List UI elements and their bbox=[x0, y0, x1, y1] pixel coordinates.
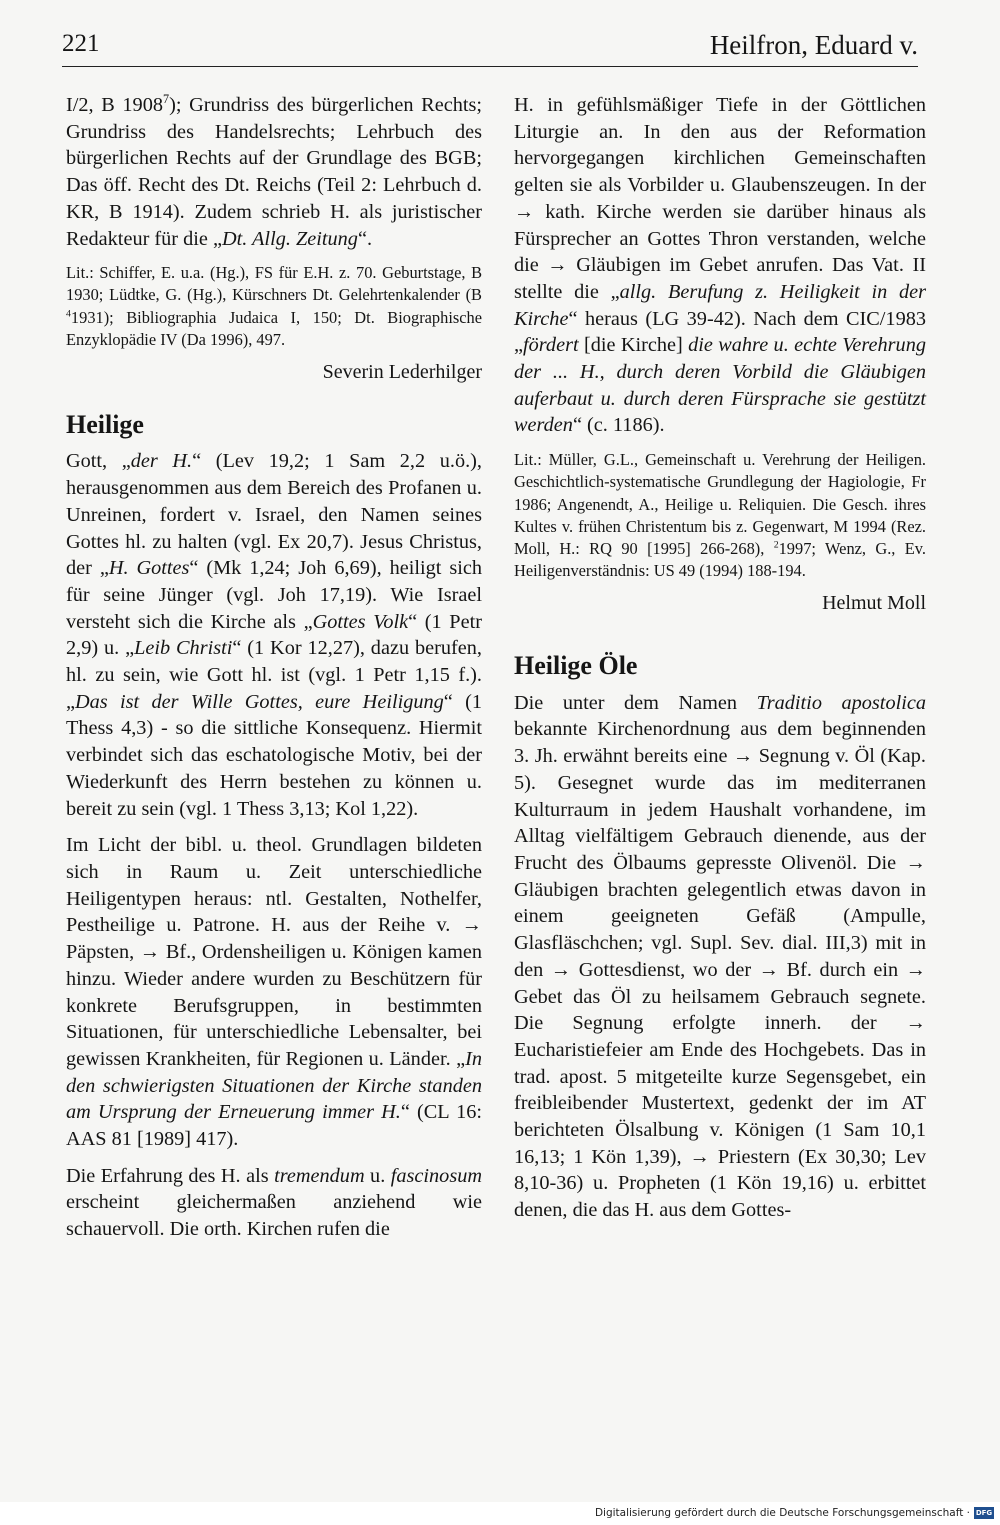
article-author: Severin Lederhilger bbox=[322, 361, 482, 384]
paragraph: Gott, „der H.“ (Lev 19,2; 1 Sam 2,2 u.ö.), herausgenommen aus dem Bereich des Profanen u. Unreinen, fordert v. Israel, den Namen seines Gottes hl. zu halten (vgl. Ex 20,7). Jesus Christus, der „H. Gottes“ (Mk 1,24; Joh 6,69), heiligt sich für seine Jünger (vgl. Joh 17,19). Wie Israel versteht sich die Kirche als „Gottes Volk“ (1 Petr 2,9) u. „Leib Christi“ (1 Kor 12,27), dazu berufen, hl. zu sein, wie Gott hl. ist (vgl. 1 Petr 1,15 f.). „Das ist der Wille Gottes, eure Heiligung“ (1 Thess 4,3) - so die sittliche Konsequenz. Hiermit verbindet sich das eschatologische Motiv, bei der Wiederkunft des Herrn bestehen zu können u. bereit zu sein (vgl. 1 Thess 3,13; Kol 1,22). bbox=[66, 450, 483, 820]
literature-note: Lit.: Müller, G.L., Gemeinschaft u. Verehrung der Heiligen. Geschichtlich-systematische Grundlegung der Hagiologie, Fr 1986; Angenendt, A., Heilige u. Reliquien. Die Gesch. ihres Kultes v. frühen Christentum bis z. Gegenwart, M 1994 (Rez. Moll, H.: RQ 90 [1995] 266-268), $^2$1997; Wenz, G., Ev. Heiligenverständnis: US 49 (1994) 188-194. bbox=[514, 450, 927, 581]
left-column bbox=[66, 92, 482, 1253]
footer-credit: Digitalisierung gefördert durch die Deutsche Forschungsgemeinschaft · bbox=[594, 1507, 970, 1519]
page-header bbox=[62, 22, 918, 70]
literature-note: Lit.: Schiffer, E. u.a. (Hg.), FS für E.H. z. 70. Geburtstage, B 1930; Lüdtke, G. (Hg.), Kürschners Dt. Gelehrtenkalender (B $^4$1931); Bibliographia Judaica I, 150; Dt. Biographische Enzyklopädie IV (Da 1996), 497. bbox=[66, 263, 482, 349]
page-number: 221 bbox=[62, 30, 100, 57]
paragraph: H. in gefühlsmäßiger Tiefe in der Göttlichen Liturgie an. In den aus der Reformation hervorgegangen kirchlichen Gemeinschaften gelten sie als Vorbilder u. Glaubenszeugen. In der → kath. Kirche werden sie darüber hinaus als Fürsprecher an Gottes Thron verstanden, welche die → Gläubigen im Gebet anrufen. Das Vat. II stellte die „allg. Berufung z. Heiligkeit in der Kirche“ heraus (LG 39-42). Nach dem CIC/1983 „fördert [die Kirche] die wahre u. echte Verehrung der ... H., durch deren Vorbild die Gläubigen auferbaut u. durch deren Fürsprache sie gestützt werden“ (c. 1186). bbox=[514, 94, 926, 437]
paragraph: Im Licht der bibl. u. theol. Grundlagen bildeten sich in Raum u. Zeit unterschiedliche Heiligentypen heraus: ntl. Gestalten, Nothelfer, Pestheilige u. Patrone. H. aus der Reihe v. → Päpsten, → Bf., Ordensheiligen u. Königen kamen hinzu. Wieder andere wurden zu Beschützern für konkrete Berufsgruppen, in bestimmten Situationen, für unterschiedliche Lebensalter, bei gewissen Krankheiten, für Regionen u. Länder. „In den schwierigsten Situationen der Kirche standen am Ursprung der Erneuerung immer H.“ (CL 16: AAS 81 [1989] 417). bbox=[66, 834, 483, 1151]
running-head: Heilfron, Eduard v. bbox=[709, 30, 918, 60]
article-author: Helmut Moll bbox=[822, 592, 926, 615]
entry-heading-heilige-oele: Heilige Öle bbox=[514, 651, 638, 681]
right-column bbox=[514, 92, 926, 1234]
paragraph-continued: I/2, B 1908$^7$); Grundriss des bürgerlichen Rechts; Grundriss des Handelsrechts; Lehrbuch des bürgerlichen Rechts auf der Grundlage des BGB; Das öff. Recht des Dt. Reichs (Teil 2: Lehrbuch d. KR, B 1914). Zudem schrieb H. als juristischer Redakteur für die „Dt. Allg. Zeitung“. bbox=[66, 92, 482, 250]
entry-heading-heilige: Heilige bbox=[66, 409, 144, 439]
paragraph: Die Erfahrung des H. als tremendum u. fascinosum erscheint gleichermaßen anziehend wie schauervoll. Die orth. Kirchen rufen die bbox=[66, 1164, 482, 1241]
paragraph: Die unter dem Namen Traditio apostolica bekannte Kirchenordnung aus dem beginnenden 3. Jh. erwähnt bereits eine → Segnung v. Öl (Kap. 5). Gesegnet wurde das im mediterranen Kulturraum in jedem Haushalt vorhandene, im Alltag vielfältigem Gebrauch dienende, aus der Frucht des Ölbaums gepresste Olivenöl. Die → Gläubigen brachten gelegentlich etwas davon in einem geeigneten Gefäß (Ampulle, Glasfläschchen; vgl. Supl. Sev. dial. III,3) mit in den → Gottesdienst, wo der → Bf. durch ein → Gebet das Öl zu heilsamem Gebrauch segnete. Die Segnung erfolgte innerh. der → Eucharistiefeier am Ende des Hochgebets. Das in trad. apost. 5 mitgeteilte kurze Segensgebet, ein freibleibender Mustertext, gedenkt der im AT berichteten Ölsalbung v. Königen (1 Sam 10,1 16,13; 1 Kön 1,39), → Priestern (Ex 30,30; Lev 8,10-36) u. Propheten (1 Kön 19,16) u. erbittet denen, die das H. aus dem Gottes- bbox=[514, 691, 926, 1222]
footer-bar bbox=[0, 1502, 1000, 1525]
header-rule bbox=[62, 66, 918, 67]
dfg-logo-icon: DFG bbox=[975, 1509, 993, 1517]
